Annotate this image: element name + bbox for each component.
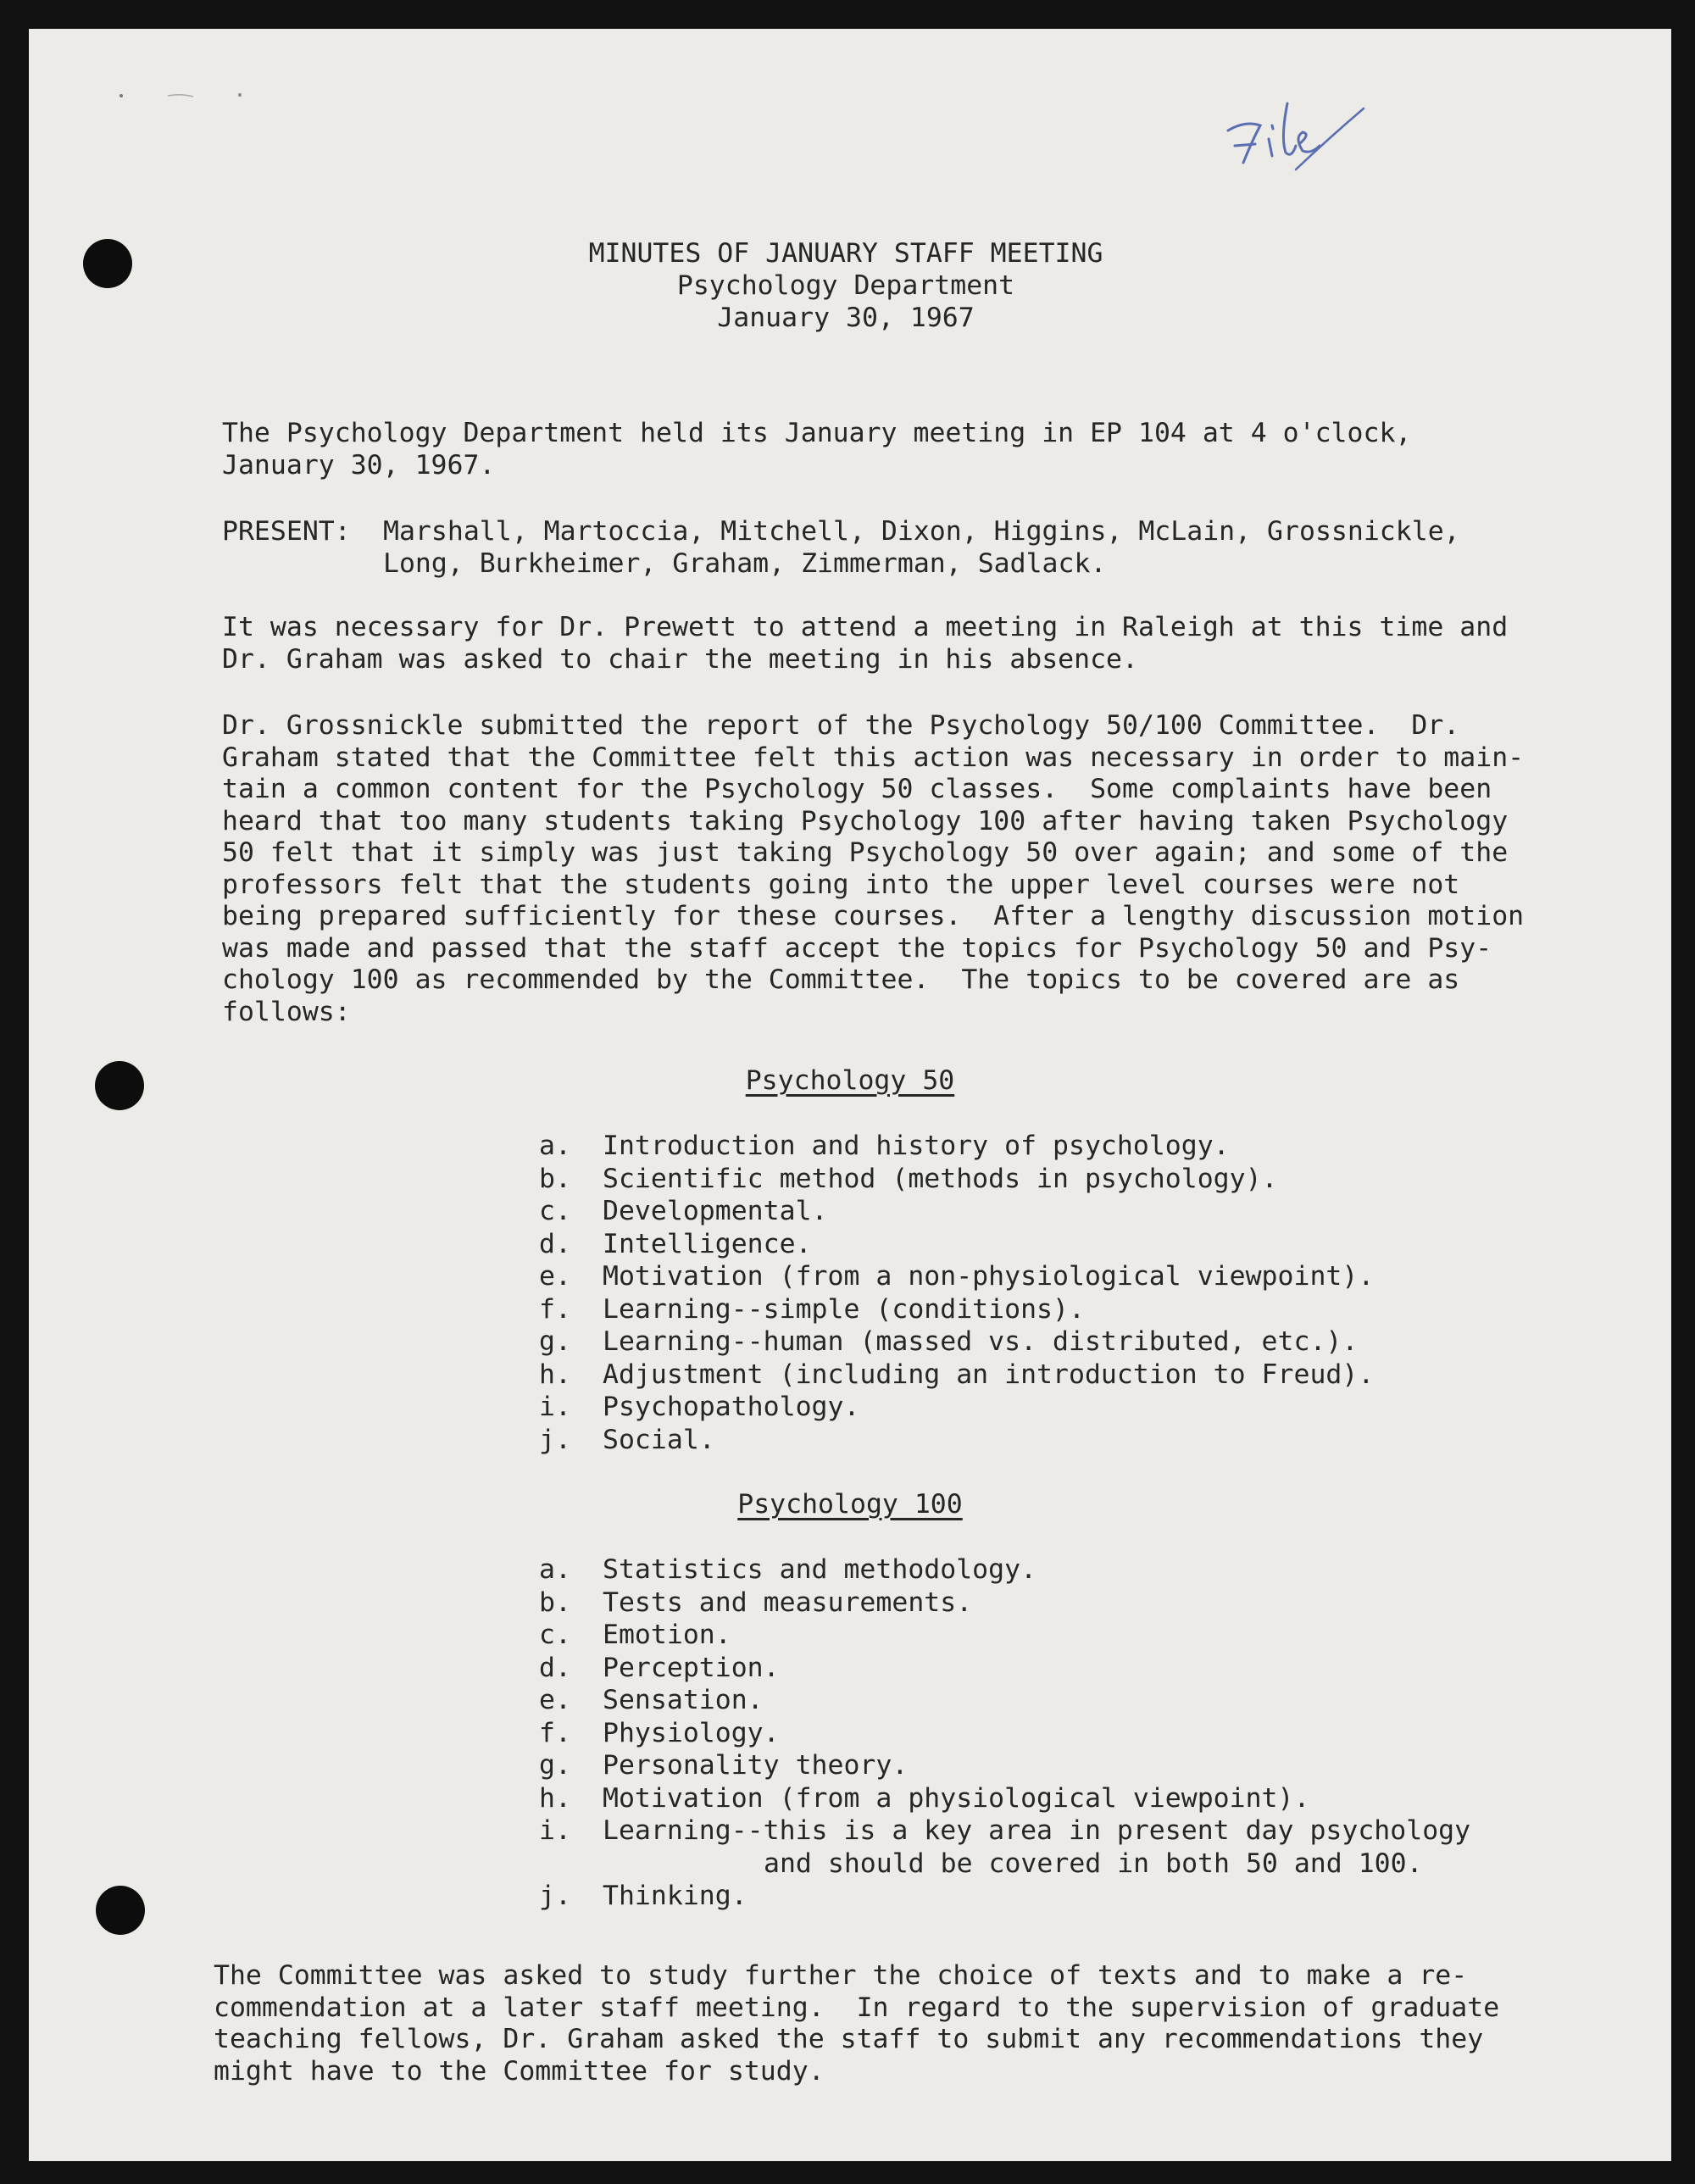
- present-label: PRESENT:: [222, 516, 351, 547]
- list-item: h. Motivation (from a physiological viewpoint).: [539, 1782, 1310, 1814]
- meeting-date: January 30, 1967: [717, 303, 975, 333]
- list-item: c. Developmental.: [539, 1196, 828, 1226]
- intro-paragraph: The Psychology Department held its January meeting in EP 104 at 4 o'clock, January 30, 1967.: [222, 418, 1412, 481]
- meeting-title: MINUTES OF JANUARY STAFF MEETING: [588, 238, 1103, 269]
- psychology-100-heading: Psychology 100: [737, 1489, 963, 1520]
- chair-paragraph: It was necessary for Dr. Prewett to attend a meeting in Raleigh at this time and Dr. Graham was asked to chair the meeting in his absence.: [222, 612, 1509, 675]
- list-item: j. Social.: [539, 1424, 715, 1455]
- psychology-50-topic-list: [539, 1130, 1556, 1456]
- closing-paragraph: The Committee was asked to study further the choice of texts and to make a re- commendation at a later staff meeting. In regard to the supervision of graduate teaching fellows, Dr. Graham asked the staff to submit any recommendations they might have to the Committee for study.: [214, 1960, 1500, 2087]
- title-block: [29, 237, 1671, 334]
- list-item: d. Intelligence.: [539, 1228, 812, 1259]
- list-item: e. Motivation (from a non-physiological viewpoint).: [539, 1261, 1375, 1292]
- list-item: c. Emotion.: [539, 1620, 731, 1650]
- list-item: g. Learning--human (massed vs. distributed, etc.).: [539, 1326, 1359, 1357]
- list-item: g. Personality theory.: [539, 1750, 909, 1781]
- binder-hole-bottom: [96, 1886, 145, 1935]
- list-item: f. Physiology.: [539, 1717, 780, 1748]
- list-item: d. Perception.: [539, 1652, 780, 1683]
- list-item: i. Psychopathology.: [539, 1392, 860, 1422]
- psychology-50-heading: Psychology 50: [745, 1065, 955, 1096]
- list-item: h. Adjustment (including an introduction to Freud).: [539, 1359, 1375, 1390]
- paper-smudge: [117, 92, 244, 100]
- committee-report-paragraph: Dr. Grossnickle submitted the report of the Psychology 50/100 Committee. Dr. Graham stated that the Committee felt this action was necessary in order to main- tain a common content for the Psychology 50 classes. Some complaints have been heard that too many students taking Psychology 100 after having taken Psychology 50 felt that it simply was just taking Psychology 50 over again; and some of the professors felt that the students going into the upper level courses were not being prepared sufficiently for these courses. After a lengthy discussion motion was made and passed that the staff accept the topics for Psychology 50 and Psy- chology 100 as recommended by the Committee. The topics to be covered are as follows:: [222, 710, 1525, 1027]
- list-item: b. Scientific method (methods in psychology).: [539, 1163, 1278, 1194]
- list-item: i. Learning--this is a key area in present day psychology and should be covered in both 50 and 100.: [539, 1815, 1471, 1879]
- attendee-list: Marshall, Martoccia, Mitchell, Dixon, Higgins, McLain, Grossnickle, Long, Burkheimer, Graham, Zimmerman, Sadlack.: [383, 516, 1460, 579]
- psychology-100-topic-list: [539, 1553, 1556, 1913]
- list-item: e. Sensation.: [539, 1685, 764, 1715]
- list-item: b. Tests and measurements.: [539, 1587, 973, 1618]
- document-page: [29, 29, 1671, 2161]
- handwritten-file-note: [1211, 78, 1372, 188]
- list-item: f. Learning--simple (conditions).: [539, 1293, 1085, 1325]
- list-item: j. Thinking.: [539, 1881, 747, 1911]
- list-item: a. Introduction and history of psychology.: [539, 1131, 1230, 1161]
- department-name: Psychology Department: [676, 270, 1015, 301]
- list-item: a. Statistics and methodology.: [539, 1554, 1037, 1585]
